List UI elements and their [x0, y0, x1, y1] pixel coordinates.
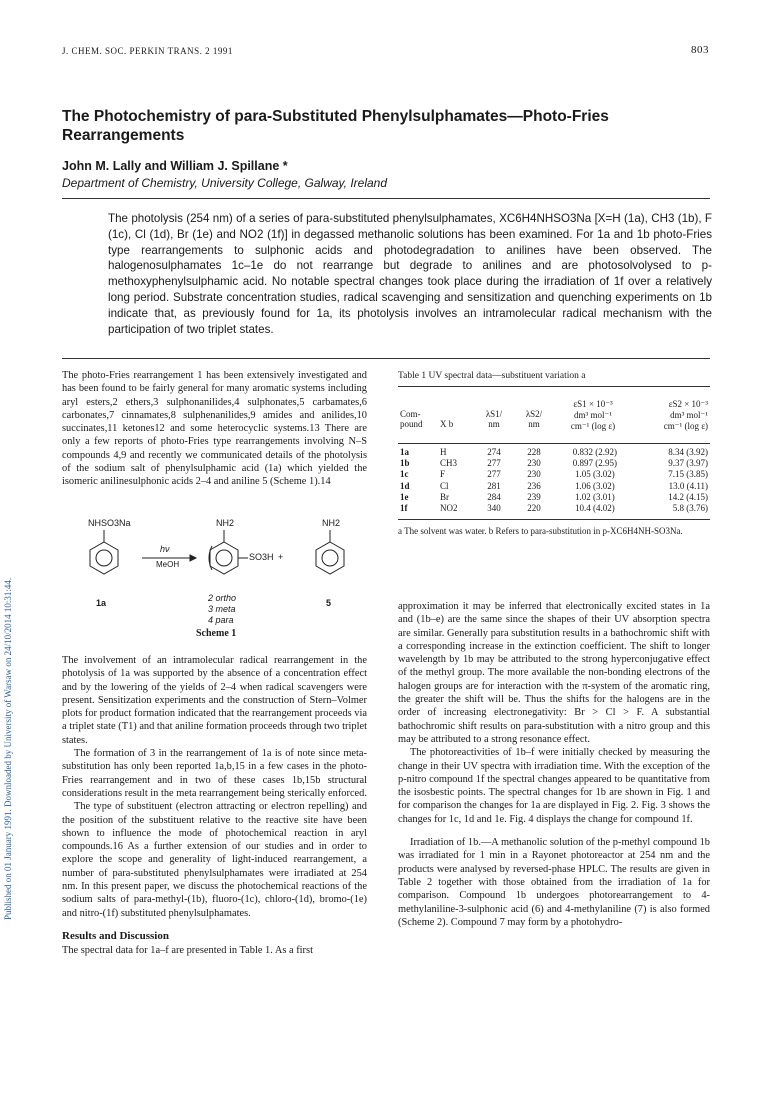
title-rule [62, 198, 710, 199]
paragraph-approximation: approximation it may be inferred that electronically excited states in 1a and (1b–e) are the same since the shapes of their UV absorption spectra are similar. Generally para substitution results in a bathochromic shift with a corresponding increase in the extinction coefficient. The shift to longer wavelength by 1b may be attributed to the strong hyperconjugative effect of the methyl group. The more available the non-bonding electrons of the halogen groups are for interaction with the π-system of the aromatic ring, the greater the shift will be. Thus the shifts for the halogens are in the order of increasing electronegativity: Br > Cl > F. A substantial bathochromic shift results on para-substitution with a nitro group and this may be attributed to a strong resonance effect. [398, 601, 710, 745]
authors: John M. Lally and William J. Spillane * [62, 159, 288, 173]
product2-label: 5 [326, 598, 332, 608]
scheme-1-drawing [62, 508, 367, 648]
page-number: 803 [691, 44, 709, 56]
scheme-1 [62, 508, 367, 648]
header-lambda-s1: λS1/ nm [485, 409, 503, 429]
scheme-caption: Scheme 1 [196, 628, 237, 639]
paragraph-photoreactivity: The photoreactivities of 1b–f were initially checked by measuring the change in their UV spectra with irradiation time. With the exception of the p-nitro compound 1f the spectral changes appeared to be quantitative from the isosbestic points. The spectral changes for 1b are shown in Fig. 1 and for comparison the changes for 1a are displayed in Fig. 2. Fig. 3 shows the changes for 1c, 1d and 1e. Fig. 4 displays the change for compound 1f. [398, 747, 710, 825]
paragraph-irradiation: Irradiation of 1b.—A methanolic solution of the p-methyl compound 1b was irradiated for 1 min in a Rayonet photoreactor at 254 nm and the products were analysed by reversed-phase HPLC. The results are given in Table 2 together with those obtained from the irradiation of 1a for comparison. Compound 1b undergoes photorearrangement to 4-methylaniline-3-sulphonic acid (6) and 4-methylaniline (7) is also formed (Scheme 2). Compound 7 may form by a photohydro- [398, 837, 710, 928]
table-row: 1a H 274 228 0.832 (2.92) 8.34 (3.92) [400, 447, 708, 457]
table-mid-rule [398, 443, 710, 444]
product-label-para: 4 para [208, 615, 234, 625]
table-1 [398, 389, 710, 432]
table-1-body [398, 447, 710, 514]
download-sidebar: Published on 01 January 1991. Downloaded by University of Warsaw on 24/10/2014 10:31:44. [3, 577, 13, 920]
table-top-rule [398, 386, 710, 387]
header-lambda-s2: λS2/ nm [525, 409, 543, 429]
table-row: 1c F 277 230 1.05 (3.02) 7.15 (3.85) [400, 469, 708, 480]
table-bottom-rule [398, 519, 710, 520]
intro-text: The photo-Fries rearrangement 1 has been extensively investigated and has been found to be fairly general for many aromatic systems including aryl esters,2 ethers,3 sulphonanilides,4 sulphonates,5 carbamates,6 carbonates,7 cinnamates,8 sulphenanilides,9 amides and anilides,10 succinates,11 ketones12 and some heterocyclic systems.13 There are only a few reports of photo-Fries type rearrangements involving N–S compounds 4,9 and recently we communicated details of the photolysis of the sodium salt of phenylsulphamic acid (1a) which yielded the isomeric anilinesulphonic acids 2–4 and aniline 5 (Scheme 1).14 [62, 370, 367, 488]
paragraph-substituent: The type of substituent (electron attracting or electron repelling) and the position of the substituent relative to the reactive site have been shown to influence the mode of photochemical reaction in aryl compounds.16 As a further extension of our studies and in order to explore the scope and generality of light-induced rearrangement, a number of para-substituted phenylsulphamates were irradiated at 254 nm. In this present paper, we discuss the photochemical reactions of the sodium salts of para-methyl-(1b), fluoro-(1c), chloro-(1d), bromo-(1e) and nitro-(1f) substituted phenylsulphamates. [62, 801, 367, 919]
abstract-rule [62, 358, 710, 359]
paragraph-spectral: The spectral data for 1a–f are presented in Table 1. As a first [62, 945, 313, 957]
table-row: 1d Cl 281 236 1.06 (3.02) 13.0 (4.11) [400, 480, 708, 491]
header-eps-s1: εS1 × 10⁻³ dm³ mol⁻¹ cm⁻¹ (log ε) [570, 399, 616, 431]
product-substituent: SO3H [249, 552, 274, 562]
affiliation: Department of Chemistry, University College, Galway, Ireland [62, 176, 388, 190]
product-label-meta: 3 meta [208, 604, 236, 614]
benzene-ring-aniline [316, 542, 344, 574]
benzene-ring-product [210, 542, 238, 574]
table-row: 1b CH3 277 230 0.897 (2.95) 9.37 (3.97) [400, 458, 708, 469]
right-column-body [398, 600, 710, 929]
reactant-label: 1a [96, 598, 107, 608]
plus-sign: + [278, 552, 284, 562]
section-heading: Results and Discussion [62, 929, 169, 942]
paragraph-mechanism: The involvement of an intramolecular radical rearrangement in the photolysis of 1a was supported by the absence of a concentration effect and by the lowering of the yields of 2–4 when radical scavengers were present. Sensitization experiments and the construction of Stern–Volmer plots for product formation indicated that the rearrangement proceeds via a triplet state (T1) and that aniline formation proceeds through two triplet states. [62, 655, 367, 746]
table-row: 1f NO2 340 220 10.4 (4.02) 5.8 (3.76) [400, 503, 708, 514]
intro-paragraph [62, 369, 367, 489]
product2-group: NH2 [322, 518, 341, 528]
journal-header: J. CHEM. SOC. PERKIN TRANS. 2 1991 [62, 46, 233, 56]
table-footnote: a The solvent was water. b Refers to para-substitution in p-XC6H4NH-SO3Na. [398, 526, 683, 536]
product-label-ortho: 2 ortho [208, 593, 237, 603]
left-column-body [62, 654, 367, 958]
table-row: 1e Br 284 239 1.02 (3.01) 14.2 (4.15) [400, 491, 708, 502]
table-caption: Table 1 UV spectral data—substituent variation a [398, 371, 586, 381]
header-eps-s2: εS2 × 10⁻³ dm³ mol⁻¹ cm⁻¹ (log ε) [663, 399, 708, 431]
arrow-bottom-label: MeOH [156, 560, 180, 569]
reactant-group: NHSO3Na [88, 518, 131, 528]
abstract: The photolysis (254 nm) of a series of para-substituted phenylsulphamates, XC6H4NHSO3Na [X=H (1a), CH3 (1b), F (1c), Cl (1d), Br (1e) and NO2 (1f)] in degassed methanolic solutions has been examined. For 1a and 1b photo-Fries type rearrangements to sulphonic acids and photodegradation to anilines have been observed. The halogenosulphamates 1c–1e do not rearrange but degrade to anilines and are photosolvolysed to p-methoxyphenylsulphamic acid. No notable spectral changes took place during the irradiation of 1f over a relatively long period. Substrate concentration studies, radical scavenging and sensitization and quenching experiments on 1b indicate that, as previously found for 1a, its photolysis involves an intramolecular radical mechanism with the participation of two triplet states. [108, 212, 712, 336]
table-header-row [398, 389, 710, 432]
article-title: The Photochemistry of para-Substituted Phenylsulphamates—Photo-Fries Rearrangements [62, 108, 609, 144]
paragraph-meta: The formation of 3 in the rearrangement of 1a is of note since meta-substitution has only been reported 1a,b,15 in a few cases in the photo-Fries rearrangement and in two of these cases 1b,15b structural considerations result in the meta rearrangement being sterically enforced. [62, 748, 367, 799]
benzene-ring-1a [90, 542, 118, 574]
header-compound: Com- pound [400, 409, 423, 429]
header-x: X b [440, 419, 454, 429]
arrow-top-label: hν [160, 544, 170, 554]
product-group: NH2 [216, 518, 235, 528]
